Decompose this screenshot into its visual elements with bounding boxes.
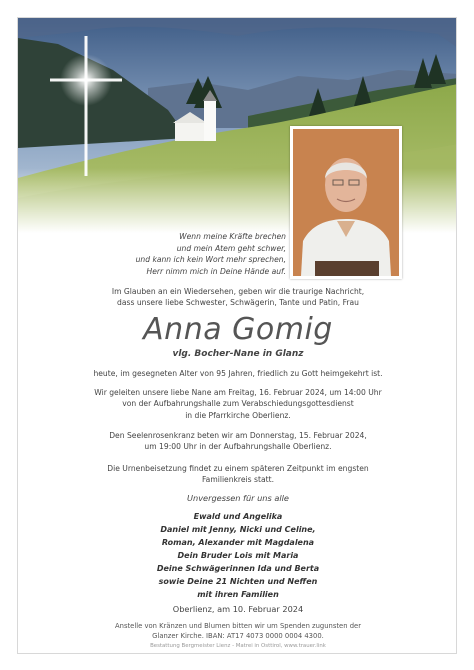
donation-note: Anstelle von Kränzen und Blumen bitten wir um Spenden zugunsten der Glanzer Kirche. IBAN: AT17 4073 0000 0004 4300. bbox=[115, 622, 361, 640]
age-line: heute, im gesegneten Alter von 95 Jahren, friedlich zu Gott heimgekehrt ist. bbox=[93, 369, 383, 378]
portrait-photo bbox=[290, 126, 402, 279]
family-line: Roman, Alexander mit Magdalena bbox=[161, 538, 315, 547]
family-line: Deine Schwägerinnen Ida und Berta bbox=[156, 564, 320, 573]
family-line: mit ihren Familien bbox=[197, 590, 279, 599]
family-list bbox=[18, 510, 457, 601]
poem-line: und kann ich kein Wort mehr sprechen, bbox=[135, 255, 286, 265]
rosary-info: Den Seelenrosenkranz beten wir am Donnerstag, 15. Februar 2024, um 19:00 Uhr in der Aufbahrungshalle Oberlienz. bbox=[109, 431, 367, 452]
deceased-nickname: vlg. Bocher-Nane in Glanz bbox=[172, 349, 304, 359]
intro-text: Im Glauben an ein Wiedersehen, geben wir die traurige Nachricht, dass unsere liebe Schwester, Schwägerin, Tante und Patin, Frau bbox=[111, 287, 365, 308]
poem bbox=[38, 231, 286, 277]
poem-line: Wenn meine Kräfte brechen bbox=[179, 232, 286, 241]
family-line: Ewald und Angelika bbox=[193, 512, 283, 521]
funeral-info: Wir geleiten unsere liebe Nane am Freitag, 16. Februar 2024, um 14:00 Uhr von der Aufbahrungshalle zum Verabschiedungsgottesdienst in die Pfarrkirche Oberlienz. bbox=[94, 388, 382, 420]
poem-line: und mein Atem geht schwer, bbox=[176, 243, 286, 253]
obituary-card bbox=[17, 17, 457, 654]
deceased-name: Anna Gomig bbox=[143, 312, 333, 347]
unvergessen-heading: Unvergessen für uns alle bbox=[187, 493, 289, 503]
family-line: sowie Deine 21 Nichten und Neffen bbox=[158, 577, 318, 586]
poem-line: Herr nimm mich in Deine Hände auf. bbox=[146, 266, 286, 276]
family-line: Dein Bruder Lois mit Maria bbox=[177, 551, 299, 560]
place-date: Oberlienz, am 10. Februar 2024 bbox=[172, 604, 304, 614]
family-line: Daniel mit Jenny, Nicki und Celine, bbox=[160, 525, 316, 534]
urn-info: Die Urnenbeisetzung findet zu einem späteren Zeitpunkt im engsten Familienkreis statt. bbox=[107, 464, 369, 485]
undertaker-credit: Bestattung Bergmeister Lienz - Matrei in Osttirol, www.trauer.link bbox=[150, 643, 326, 649]
